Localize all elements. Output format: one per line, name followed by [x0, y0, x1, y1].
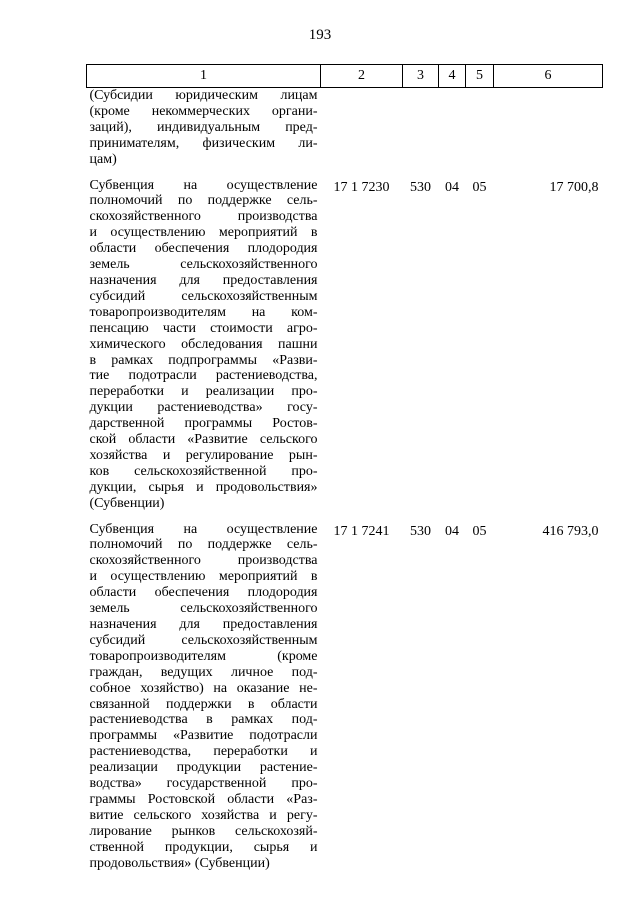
description-line: заций), индивидуальным пред- [89, 119, 318, 135]
table-row [87, 88, 603, 168]
header-col-6: 6 [494, 65, 603, 88]
description-line: витие сельского хозяйства и регу- [89, 807, 318, 823]
header-col-4: 4 [439, 65, 466, 88]
description-line: собное хозяйство) на оказание не- [89, 680, 318, 696]
description-line: товаропроизводителям на ком- [89, 304, 318, 320]
header-col-3: 3 [403, 65, 439, 88]
description-line: реализации продукции растение- [89, 760, 318, 776]
row-section: 04 [445, 523, 459, 539]
description-line: назначения для предоставления [89, 617, 318, 632]
description-line: химического обследования пашни [89, 336, 318, 352]
row-expense-type: 530 [410, 523, 431, 539]
budget-table [86, 64, 603, 872]
description-line: растениеводства в рамках под- [89, 712, 318, 728]
row-expense-type [403, 88, 439, 168]
description-line: пенсацию части стоимости агро- [89, 320, 318, 336]
row-amount: 416 793,0 [542, 523, 599, 539]
row-description [87, 168, 321, 512]
description-line: и осуществлению мероприятий в [89, 225, 318, 241]
description-line: скохозяйственного производства [89, 553, 318, 569]
header-col-1: 1 [87, 65, 321, 88]
description-line: ственной продукции, сырья и [89, 839, 318, 855]
description-line: и осуществлению мероприятий в [89, 569, 318, 585]
description-line: принимателям, физическим ли- [89, 135, 318, 151]
row-target-article: 17 1 7230 [333, 179, 390, 195]
description-line: связанной поддержки в области [89, 696, 318, 712]
description-line: тие подотрасли растениеводства, [89, 368, 318, 384]
description-line: области обеспечения плодородия [89, 585, 318, 601]
table-body [87, 88, 603, 872]
description-line: граждан, ведущих личное под- [89, 664, 318, 680]
page-number: 193 [308, 27, 332, 43]
description-line: растениеводства, переработки и [89, 744, 318, 760]
description-line: водства» государственной про- [89, 776, 318, 792]
header-col-5: 5 [466, 65, 494, 88]
description-line: земель сельскохозяйственного [89, 601, 318, 617]
description-line: Субвенция на осуществление [89, 521, 318, 537]
row-section: 04 [445, 179, 459, 195]
description-line: ской области «Развитие сельского [89, 432, 318, 448]
row-target-article: 17 1 7241 [333, 523, 390, 539]
description-line: скохозяйственного производства [89, 209, 318, 225]
row-description [87, 512, 321, 872]
description-line: (кроме некоммерческих органи- [89, 103, 318, 119]
row-description [87, 88, 321, 168]
row-amount: 17 700,8 [549, 179, 599, 195]
description-line: субсидий сельскохозяйственным [89, 632, 318, 648]
row-subsection [466, 88, 494, 168]
description-line: области обеспечения плодородия [89, 241, 318, 257]
description-line: дукции, сырья и продовольствия» [89, 479, 318, 495]
description-line: цам) [89, 151, 117, 167]
table-row [87, 168, 603, 512]
description-line: хозяйства и регулирование рын- [89, 447, 318, 463]
row-target-article [321, 88, 403, 168]
description-line: дукции растениеводства» госу- [89, 400, 318, 416]
description-line: в рамках подпрограммы «Разви- [89, 352, 318, 368]
description-line: продовольствия» (Субвенции) [89, 855, 270, 871]
row-subsection: 05 [472, 523, 487, 539]
description-line: назначения для предоставления [89, 272, 318, 288]
description-line: полномочий по поддержке сель- [89, 193, 318, 209]
description-line: (Субсидии юридическим лицам [89, 88, 318, 103]
description-line: (Субвенции) [89, 495, 165, 511]
description-line: дарственной программы Ростов- [89, 416, 318, 432]
row-subsection: 05 [472, 179, 487, 195]
description-line: переработки и реализации про- [89, 384, 318, 400]
description-line: ков сельскохозяйственной про- [89, 463, 318, 479]
description-line: полномочий по поддержке сель- [89, 537, 318, 553]
header-col-2: 2 [321, 65, 403, 88]
row-section [439, 88, 466, 168]
table-row [87, 512, 603, 872]
description-line: программы «Развитие подотрасли [89, 728, 318, 744]
table-header [87, 65, 603, 88]
row-amount [494, 88, 603, 168]
description-line: земель сельскохозяйственного [89, 257, 318, 273]
description-line: лирование рынков сельскохозяй- [89, 823, 318, 839]
description-line: граммы Ростовской области «Раз- [89, 791, 318, 807]
row-expense-type: 530 [410, 179, 431, 195]
description-line: Субвенция на осуществление [89, 177, 318, 193]
description-line: товаропроизводителям (кроме [89, 648, 318, 664]
description-line: субсидий сельскохозяйственным [89, 288, 318, 304]
